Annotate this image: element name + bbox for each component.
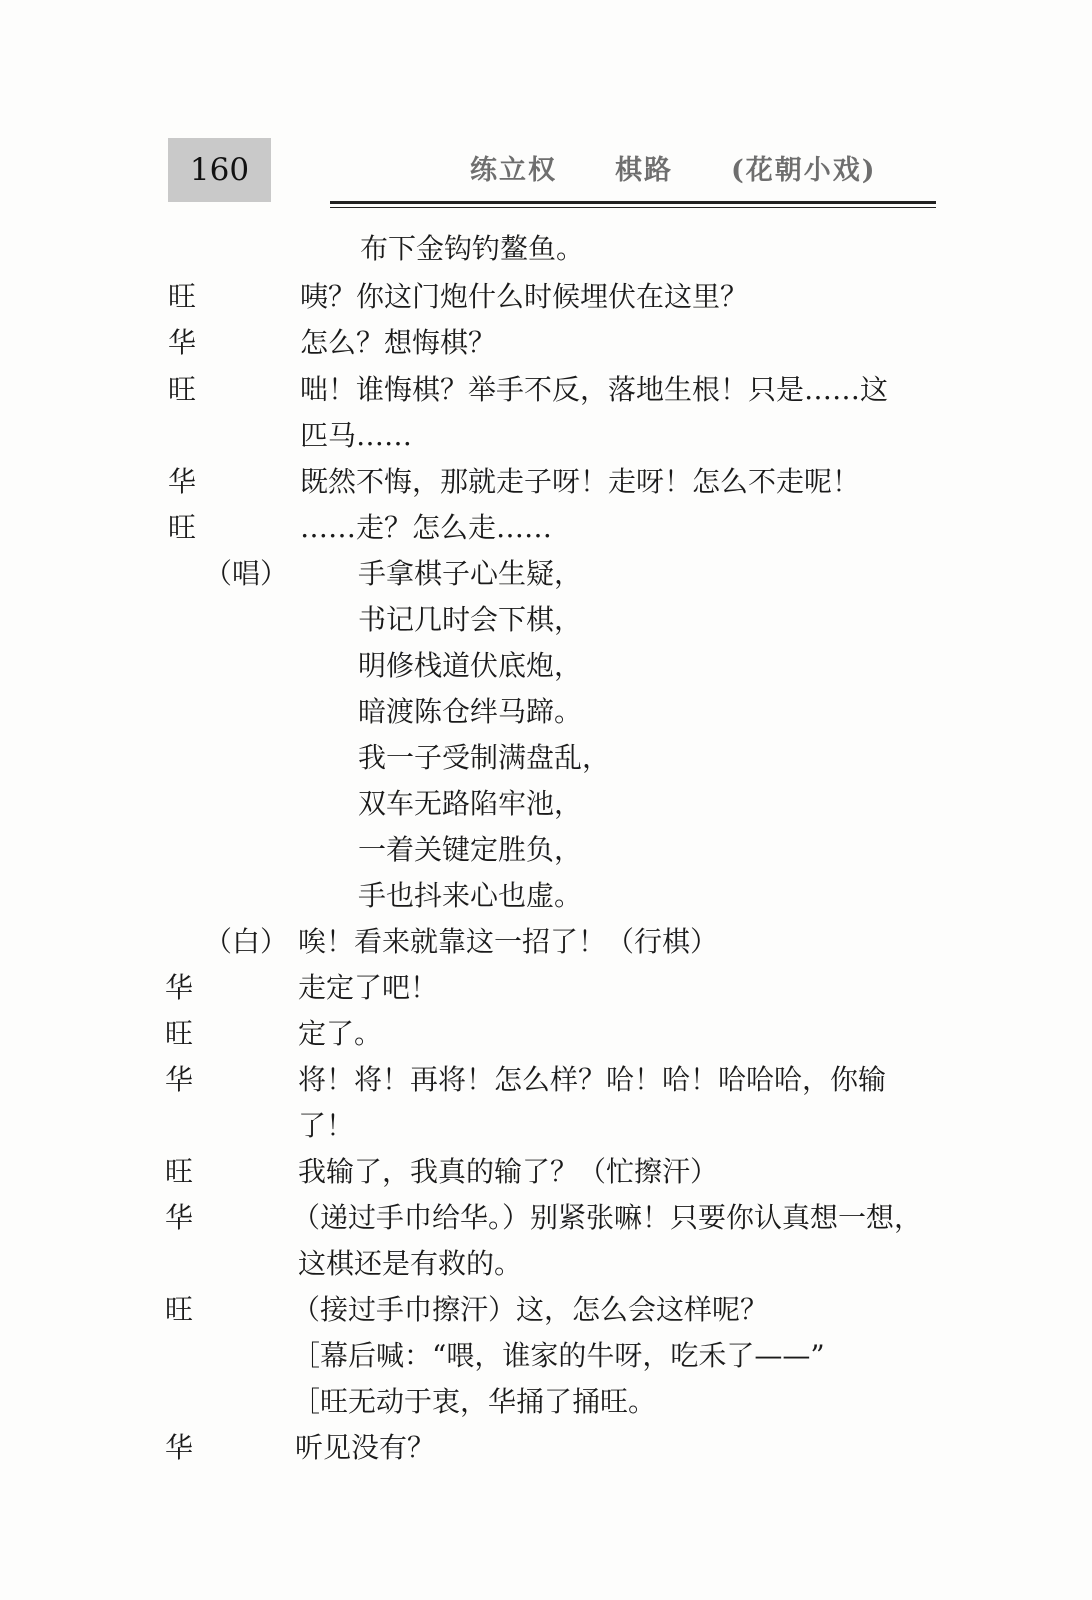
- speaker-label: 华: [168, 326, 197, 359]
- speaker-label: 华: [165, 971, 194, 1004]
- speaker-label: 旺: [165, 1155, 194, 1188]
- header-rule-thick: [330, 201, 936, 204]
- speaker-label: 华: [165, 1431, 194, 1464]
- text-line: 走定了吧！: [298, 971, 439, 1004]
- speaker-label: 旺: [168, 511, 197, 544]
- text-line: 了！: [298, 1109, 355, 1142]
- verse-line: 暗渡陈仓绊马蹄。: [358, 695, 583, 728]
- speaker-label: 旺: [165, 1293, 194, 1326]
- verse-line: 手也抖来心也虚。: [358, 879, 583, 912]
- speaker-label: 华: [168, 465, 197, 498]
- speaker-label: 华: [165, 1201, 194, 1234]
- verse-line: 手拿棋子心生疑，: [358, 557, 583, 590]
- page-number: 160: [189, 152, 250, 188]
- header-rule-thin: [330, 207, 936, 208]
- text-line: 定了。: [298, 1017, 383, 1050]
- text-line: 这棋还是有救的。: [298, 1247, 523, 1280]
- stage-direction-label: （唱）: [204, 557, 289, 590]
- stage-direction-line: ［幕后喊：“喂，谁家的牛呀，吃禾了——”: [292, 1339, 825, 1372]
- page-number-box: [168, 138, 271, 202]
- speaker-label: 旺: [165, 1017, 194, 1050]
- text-line: 匹马……: [300, 419, 413, 452]
- text-line: （递过手巾给华。）别紧张嘛！只要你认真想一想，: [292, 1201, 923, 1234]
- speaker-label: 旺: [168, 373, 197, 406]
- text-line: 将！将！再将！怎么样？哈！哈！哈哈哈，你输: [298, 1063, 887, 1096]
- verse-line: 书记几时会下棋，: [358, 603, 583, 636]
- text-line: 布下金钩钓鳌鱼。: [360, 232, 585, 265]
- verse-line: 我一子受制满盘乱，: [358, 741, 611, 774]
- text-line: 咦？你这门炮什么时候埋伏在这里？: [300, 280, 749, 313]
- text-line: 听见没有？: [295, 1431, 436, 1464]
- verse-line: 一着关键定胜负，: [358, 833, 583, 866]
- speaker-label: 旺: [168, 280, 197, 313]
- text-line: 怎么？想悔棋？: [300, 326, 497, 359]
- text-line: 我输了，我真的输了？（忙擦汗）: [298, 1155, 719, 1188]
- verse-line: 双车无路陷牢池，: [358, 787, 583, 820]
- text-line: 咄！谁悔棋？举手不反，落地生根！只是……这: [300, 373, 889, 406]
- verse-line: 明修栈道伏底炮，: [358, 649, 583, 682]
- text-line: 唉！看来就靠这一招了！（行棋）: [298, 925, 719, 958]
- speaker-label: 华: [165, 1063, 194, 1096]
- running-head: 练立权 棋路 (花朝小戏): [470, 155, 877, 186]
- stage-direction-line: ［旺无动于衷，华捅了捅旺。: [292, 1385, 657, 1418]
- text-line: ……走？怎么走……: [300, 511, 553, 544]
- text-line: （接过手巾擦汗）这，怎么会这样呢？: [292, 1293, 769, 1326]
- stage-direction-label: （白）: [204, 925, 289, 958]
- text-line: 既然不悔，那就走子呀！走呀！怎么不走呢！: [300, 465, 861, 498]
